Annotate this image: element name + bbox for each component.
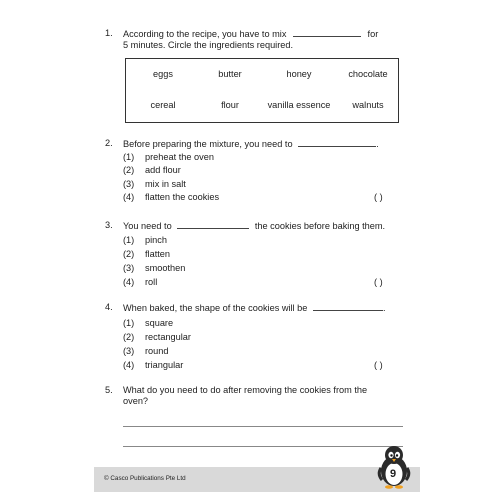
- question-text: When baked, the shape of the cookies will be .: [123, 303, 386, 313]
- ingredient-option[interactable]: butter: [218, 69, 242, 79]
- option-text: round: [145, 346, 169, 356]
- option[interactable]: [123, 152, 214, 163]
- option-number: (3): [123, 263, 135, 273]
- option-number: (3): [123, 346, 135, 356]
- option-number: (2): [123, 165, 135, 175]
- question-text-line: 5 minutes. Circle the ingredients required.: [123, 40, 294, 51]
- option-text: mix in salt: [145, 179, 186, 189]
- option[interactable]: [123, 263, 185, 274]
- option[interactable]: [123, 249, 170, 260]
- answer-line[interactable]: [123, 446, 403, 447]
- question-text-line: oven?: [123, 396, 149, 407]
- answer-parentheses[interactable]: ( ): [374, 277, 383, 287]
- option[interactable]: [123, 192, 219, 203]
- ingredient-option[interactable]: vanilla essence: [267, 100, 331, 110]
- ingredient-option[interactable]: honey: [286, 69, 312, 79]
- option-number: (1): [123, 235, 135, 245]
- option-number: (1): [123, 152, 135, 162]
- question-text-part: Before preparing the mixture, you need to: [123, 139, 293, 149]
- ingredient-option[interactable]: chocolate: [348, 69, 388, 79]
- ingredient-option[interactable]: flour: [221, 100, 239, 110]
- question-text-line: What do you need to do after removing the cookies from the: [123, 385, 368, 395]
- ingredient-option[interactable]: cereal: [150, 100, 176, 110]
- option-text: flatten: [145, 249, 171, 259]
- option-number: (4): [123, 192, 135, 202]
- question-text-part: According to the recipe, you have to mix: [123, 29, 287, 39]
- option[interactable]: [123, 277, 157, 288]
- question-text-part: When baked, the shape of the cookies will be: [123, 303, 308, 313]
- ingredient-option[interactable]: walnuts: [352, 100, 384, 110]
- option-number: (2): [123, 332, 135, 342]
- answer-line[interactable]: [123, 426, 403, 427]
- question-text: [123, 220, 408, 232]
- ingredient-option[interactable]: eggs: [153, 69, 173, 79]
- option[interactable]: [123, 235, 167, 246]
- option-text: preheat the oven: [145, 152, 214, 162]
- ingredients-box: [125, 58, 399, 123]
- option-number: (4): [123, 360, 135, 370]
- option-number: (4): [123, 277, 135, 287]
- question-text: [123, 28, 408, 51]
- option-text: flatten the cookies: [145, 192, 220, 202]
- option-text: roll: [145, 277, 158, 287]
- option-text: rectangular: [145, 332, 191, 342]
- option-number: (1): [123, 318, 135, 328]
- question-number: 5.: [105, 385, 113, 395]
- question-text: Before preparing the mixture, you need to .: [123, 139, 379, 149]
- copyright-text: © Casco Publications Pte Ltd: [104, 475, 186, 482]
- answer-blank[interactable]: [293, 28, 361, 37]
- option[interactable]: [123, 165, 181, 176]
- answer-blank[interactable]: [177, 220, 249, 229]
- penguin-mascot-icon: [376, 444, 412, 492]
- option[interactable]: [123, 346, 169, 357]
- question-text-part: the cookies before baking them.: [254, 221, 386, 231]
- option[interactable]: [123, 332, 191, 343]
- option-number: (2): [123, 249, 135, 259]
- question-text-part: for: [367, 29, 379, 39]
- answer-blank[interactable]: [298, 138, 376, 147]
- option-text: triangular: [145, 360, 184, 370]
- option-text: square: [145, 318, 174, 328]
- option[interactable]: [123, 360, 183, 371]
- answer-parentheses[interactable]: ( ): [374, 192, 383, 202]
- option-number: (3): [123, 179, 135, 189]
- answer-parentheses[interactable]: ( ): [374, 360, 383, 370]
- question-number: 4.: [105, 302, 113, 312]
- question-number: 3.: [105, 220, 113, 230]
- footer-band: [94, 467, 420, 492]
- page-number: 9: [390, 468, 397, 480]
- option-text: pinch: [145, 235, 167, 245]
- option[interactable]: [123, 179, 186, 190]
- answer-blank[interactable]: [313, 302, 383, 311]
- option-text: add flour: [145, 165, 181, 175]
- question-text: [123, 385, 408, 407]
- option-text: smoothen: [145, 263, 186, 273]
- question-text-part: You need to: [123, 221, 172, 231]
- question-number: 1.: [105, 28, 113, 38]
- question-number: 2.: [105, 138, 113, 148]
- option[interactable]: [123, 318, 173, 329]
